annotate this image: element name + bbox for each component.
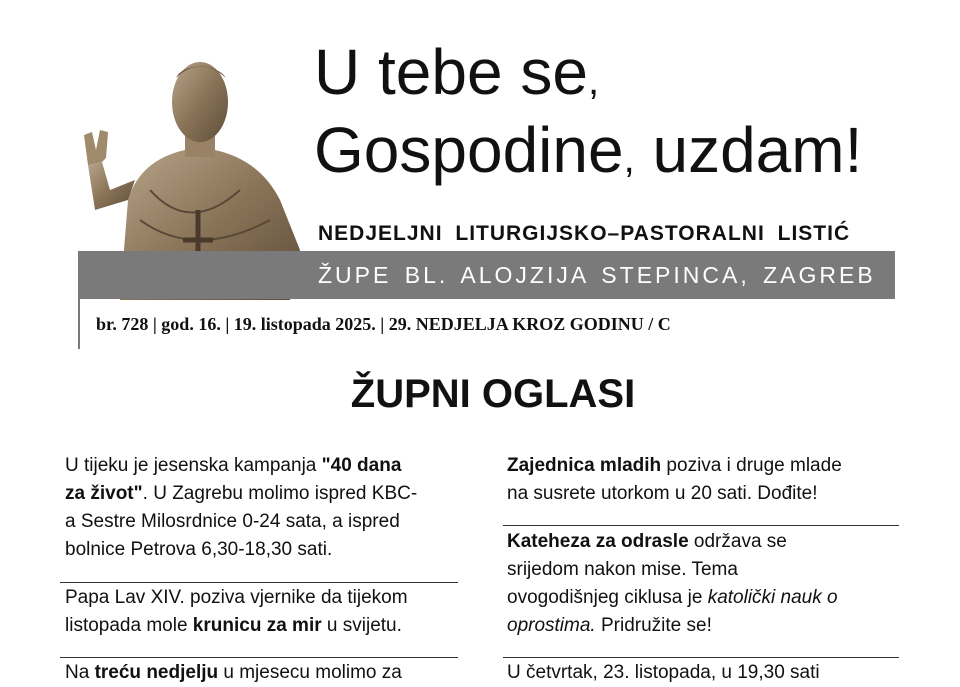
right-notice-1 bbox=[507, 452, 907, 508]
bold-text: "40 dana bbox=[321, 455, 402, 476]
text: Pridružite se! bbox=[595, 615, 712, 636]
text: bolnice Petrova 6,30-18,30 sati. bbox=[65, 539, 333, 560]
bold-text: Zajednica mladih bbox=[507, 455, 662, 476]
left-notice-1 bbox=[65, 452, 465, 564]
right-divider-2 bbox=[503, 657, 899, 658]
text: Na bbox=[65, 662, 95, 683]
left-notice-2 bbox=[65, 584, 465, 640]
masthead-title-line2 bbox=[314, 114, 863, 186]
text: Papa Lav XIV. poziva vjernike da tijekom bbox=[65, 587, 408, 608]
title-line1-text: U tebe se bbox=[314, 36, 588, 108]
bold-text: Kateheza za odrasle bbox=[507, 531, 689, 552]
issue-line: br. 728 | god. 16. | 19. listopada 2025. | 29. NEDJELJA KROZ GODINU / C bbox=[96, 314, 671, 334]
masthead-subtitle: NEDJELJNI LITURGIJSKO–PASTORALNI LISTIĆ bbox=[318, 222, 851, 245]
italic-text: katolički nauk o bbox=[707, 587, 838, 608]
italic-text: oprostima. bbox=[507, 615, 596, 636]
text: U četvrtak, 23. listopada, u 19,30 sati bbox=[507, 662, 820, 683]
parish-name: ŽUPE BL. ALOJZIJA STEPINCA, ZAGREB bbox=[318, 262, 876, 288]
text: U tijeku je jesenska kampanja bbox=[65, 455, 322, 476]
right-divider-1 bbox=[503, 525, 899, 526]
text: a Sestre Milosrdnice 0-24 sata, a ispred bbox=[65, 511, 400, 532]
bold-text: treću nedjelju bbox=[94, 662, 219, 683]
title-line2-comma: , bbox=[623, 137, 635, 181]
left-divider-2 bbox=[60, 657, 458, 658]
right-notice-3 bbox=[507, 659, 907, 687]
text: . U Zagrebu molimo ispred KBC- bbox=[142, 483, 418, 504]
text: srijedom nakon mise. Tema bbox=[507, 559, 738, 580]
text: ovogodišnjeg ciklusa je bbox=[507, 587, 708, 608]
text: u mjesecu molimo za bbox=[218, 662, 402, 683]
section-heading: ŽUPNI OGLASI bbox=[350, 372, 636, 416]
text: poziva i druge mlade bbox=[661, 455, 842, 476]
masthead-title-line1 bbox=[314, 36, 600, 108]
text: na susrete utorkom u 20 sati. Dođite! bbox=[507, 483, 818, 504]
title-line2-text-b: uzdam! bbox=[634, 114, 863, 186]
right-notice-2 bbox=[507, 528, 907, 640]
left-notice-3 bbox=[65, 659, 465, 687]
text: održava se bbox=[688, 531, 787, 552]
bold-text: krunicu za mir bbox=[192, 615, 322, 636]
text: u svijetu. bbox=[321, 615, 402, 636]
title-line2-text-a: Gospodine bbox=[314, 114, 624, 186]
title-line1-comma: , bbox=[587, 59, 600, 103]
left-divider-1 bbox=[60, 582, 458, 583]
bold-text: za život" bbox=[65, 483, 143, 504]
text: listopada mole bbox=[65, 615, 193, 636]
issue-divider bbox=[78, 299, 80, 349]
